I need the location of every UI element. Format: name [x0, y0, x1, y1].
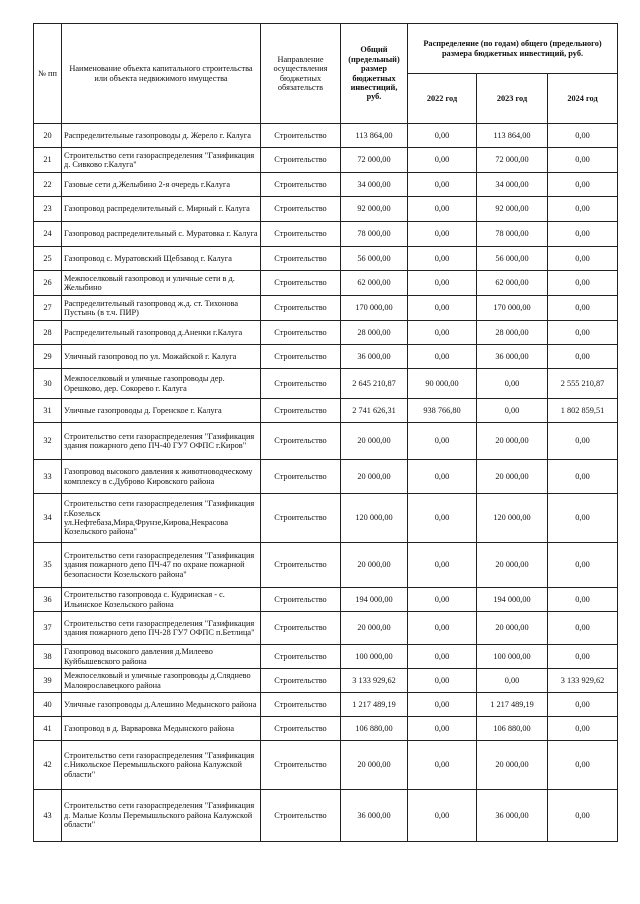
object-name: Газопровод распределительный с. Мирный г. Калуга — [62, 197, 261, 222]
year-2022-cell: 0,00 — [408, 222, 477, 247]
year-2024-cell: 0,00 — [548, 741, 618, 790]
table-row — [34, 197, 618, 222]
row-number: 25 — [34, 247, 62, 271]
direction-cell: Строительство — [261, 645, 341, 669]
object-name: Строительство сети газораспределения "Газификация здания пожарного депо ПЧ-47 по охране пожарной безопасности Козельского района" — [62, 543, 261, 588]
total-cell: 56 000,00 — [341, 247, 408, 271]
year-2024-cell: 0,00 — [548, 612, 618, 645]
year-2024-cell: 0,00 — [548, 247, 618, 271]
direction-cell: Строительство — [261, 296, 341, 321]
year-2023-cell: 0,00 — [477, 669, 548, 693]
table-row — [34, 717, 618, 741]
table-row — [34, 247, 618, 271]
year-2024-cell: 0,00 — [548, 423, 618, 460]
header-direction: Направление осуществления бюджетных обязательств — [261, 24, 341, 124]
total-cell: 20 000,00 — [341, 543, 408, 588]
table-row — [34, 588, 618, 612]
year-2023-cell: 62 000,00 — [477, 271, 548, 296]
year-2023-cell: 34 000,00 — [477, 173, 548, 197]
year-2022-cell: 0,00 — [408, 321, 477, 345]
row-number: 22 — [34, 173, 62, 197]
row-number: 32 — [34, 423, 62, 460]
direction-cell: Строительство — [261, 247, 341, 271]
row-number: 24 — [34, 222, 62, 247]
year-2024-cell: 0,00 — [548, 345, 618, 369]
table-row — [34, 124, 618, 148]
total-cell: 113 864,00 — [341, 124, 408, 148]
direction-cell: Строительство — [261, 741, 341, 790]
year-2022-cell: 90 000,00 — [408, 369, 477, 399]
year-2023-cell: 170 000,00 — [477, 296, 548, 321]
year-2022-cell: 0,00 — [408, 247, 477, 271]
row-number: 42 — [34, 741, 62, 790]
year-2024-cell: 0,00 — [548, 271, 618, 296]
object-name: Газопровод высокого давления д.Милеево Куйбышевского района — [62, 645, 261, 669]
row-number: 37 — [34, 612, 62, 645]
total-cell: 20 000,00 — [341, 741, 408, 790]
table-row — [34, 790, 618, 842]
year-2022-cell: 0,00 — [408, 271, 477, 296]
header-total: Общий (предельный) размер бюджетных инвестиций, руб. — [341, 24, 408, 124]
direction-cell: Строительство — [261, 612, 341, 645]
year-2024-cell: 0,00 — [548, 460, 618, 494]
year-2022-cell: 0,00 — [408, 543, 477, 588]
object-name: Уличные газопроводы д. Горенское г. Калуга — [62, 399, 261, 423]
table-row — [34, 693, 618, 717]
row-number: 33 — [34, 460, 62, 494]
row-number: 28 — [34, 321, 62, 345]
direction-cell: Строительство — [261, 717, 341, 741]
header-year-2023: 2023 год — [477, 74, 548, 124]
year-2023-cell: 36 000,00 — [477, 345, 548, 369]
year-2023-cell: 92 000,00 — [477, 197, 548, 222]
object-name: Газопровод распределительный с. Муратовка г. Калуга — [62, 222, 261, 247]
total-cell: 170 000,00 — [341, 296, 408, 321]
object-name: Распределительный газопровод ж.д. ст. Тихонова Пустынь (в т.ч. ПИР) — [62, 296, 261, 321]
year-2022-cell: 0,00 — [408, 612, 477, 645]
year-2024-cell: 0,00 — [548, 588, 618, 612]
total-cell: 100 000,00 — [341, 645, 408, 669]
year-2022-cell: 0,00 — [408, 345, 477, 369]
table-body — [34, 124, 618, 842]
row-number: 30 — [34, 369, 62, 399]
direction-cell: Строительство — [261, 271, 341, 296]
year-2024-cell: 3 133 929,62 — [548, 669, 618, 693]
direction-cell: Строительство — [261, 423, 341, 460]
direction-cell: Строительство — [261, 790, 341, 842]
year-2024-cell: 1 802 859,51 — [548, 399, 618, 423]
object-name: Строительство сети газораспределения "Газификация г.Козельск ул.Нефтебаза,Мира,Фрунзе,Кирова,Некрасова Козельского района" — [62, 494, 261, 543]
header-year-2022: 2022 год — [408, 74, 477, 124]
table-row — [34, 222, 618, 247]
object-name: Межпоселковый и уличные газопроводы дер. Орешково, дер. Сокорево г. Калуга — [62, 369, 261, 399]
table-row — [34, 612, 618, 645]
direction-cell: Строительство — [261, 543, 341, 588]
total-cell: 36 000,00 — [341, 345, 408, 369]
year-2023-cell: 194 000,00 — [477, 588, 548, 612]
year-2022-cell: 0,00 — [408, 296, 477, 321]
year-2023-cell: 0,00 — [477, 369, 548, 399]
budget-investment-table — [33, 23, 618, 842]
header-name: Наименование объекта капитального строительства или объекта недвижимого имущества — [62, 24, 261, 124]
row-number: 27 — [34, 296, 62, 321]
object-name: Газовые сети д.Желыбино 2-я очередь г.Калуга — [62, 173, 261, 197]
direction-cell: Строительство — [261, 173, 341, 197]
row-number: 40 — [34, 693, 62, 717]
year-2023-cell: 78 000,00 — [477, 222, 548, 247]
row-number: 36 — [34, 588, 62, 612]
year-2022-cell: 0,00 — [408, 423, 477, 460]
object-name: Газопровод в д. Варваровка Медынского района — [62, 717, 261, 741]
row-number: 38 — [34, 645, 62, 669]
year-2024-cell: 0,00 — [548, 222, 618, 247]
year-2024-cell: 2 555 210,87 — [548, 369, 618, 399]
year-2023-cell: 56 000,00 — [477, 247, 548, 271]
total-cell: 20 000,00 — [341, 460, 408, 494]
direction-cell: Строительство — [261, 369, 341, 399]
year-2023-cell: 72 000,00 — [477, 148, 548, 173]
total-cell: 120 000,00 — [341, 494, 408, 543]
year-2023-cell: 1 217 489,19 — [477, 693, 548, 717]
table-row — [34, 669, 618, 693]
table-row — [34, 423, 618, 460]
direction-cell: Строительство — [261, 222, 341, 247]
object-name: Межпоселковый и уличные газопроводы д.Сляднево Малоярославецкого района — [62, 669, 261, 693]
object-name: Уличный газопровод по ул. Можайской г. Калуга — [62, 345, 261, 369]
year-2023-cell: 20 000,00 — [477, 460, 548, 494]
row-number: 41 — [34, 717, 62, 741]
direction-cell: Строительство — [261, 124, 341, 148]
row-number: 34 — [34, 494, 62, 543]
year-2022-cell: 0,00 — [408, 173, 477, 197]
table-row — [34, 173, 618, 197]
row-number: 39 — [34, 669, 62, 693]
total-cell: 92 000,00 — [341, 197, 408, 222]
header-distribution: Распределение (по годам) общего (предельного) размера бюджетных инвестиций, руб. — [408, 24, 618, 74]
year-2022-cell: 938 766,80 — [408, 399, 477, 423]
table-row — [34, 148, 618, 173]
direction-cell: Строительство — [261, 321, 341, 345]
total-cell: 1 217 489,19 — [341, 693, 408, 717]
year-2022-cell: 0,00 — [408, 790, 477, 842]
year-2023-cell: 113 864,00 — [477, 124, 548, 148]
table-row — [34, 369, 618, 399]
object-name: Строительство сети газораспределения "Газификация д. Малые Козлы Перемышльского района Калужской области" — [62, 790, 261, 842]
object-name: Строительство сети газораспределения "Газификация с.Никольское Перемышльского района Калужской области" — [62, 741, 261, 790]
year-2024-cell: 0,00 — [548, 645, 618, 669]
table-row — [34, 543, 618, 588]
year-2023-cell: 20 000,00 — [477, 543, 548, 588]
row-number: 26 — [34, 271, 62, 296]
year-2024-cell: 0,00 — [548, 124, 618, 148]
year-2023-cell: 20 000,00 — [477, 423, 548, 460]
year-2024-cell: 0,00 — [548, 790, 618, 842]
year-2023-cell: 36 000,00 — [477, 790, 548, 842]
year-2024-cell: 0,00 — [548, 296, 618, 321]
year-2022-cell: 0,00 — [408, 197, 477, 222]
year-2022-cell: 0,00 — [408, 693, 477, 717]
total-cell: 2 741 626,31 — [341, 399, 408, 423]
table-row — [34, 321, 618, 345]
row-number: 29 — [34, 345, 62, 369]
year-2023-cell: 0,00 — [477, 399, 548, 423]
object-name: Газопровод высокого давления к животноводческому комплексу в с.Дуброво Кировского района — [62, 460, 261, 494]
table-row — [34, 741, 618, 790]
header-year-2024: 2024 год — [548, 74, 618, 124]
direction-cell: Строительство — [261, 693, 341, 717]
total-cell: 194 000,00 — [341, 588, 408, 612]
object-name: Уличные газопроводы д.Алешино Медынского района — [62, 693, 261, 717]
total-cell: 78 000,00 — [341, 222, 408, 247]
direction-cell: Строительство — [261, 669, 341, 693]
total-cell: 36 000,00 — [341, 790, 408, 842]
year-2022-cell: 0,00 — [408, 124, 477, 148]
direction-cell: Строительство — [261, 197, 341, 222]
year-2023-cell: 20 000,00 — [477, 741, 548, 790]
row-number: 35 — [34, 543, 62, 588]
direction-cell: Строительство — [261, 399, 341, 423]
direction-cell: Строительство — [261, 460, 341, 494]
year-2024-cell: 0,00 — [548, 693, 618, 717]
table-row — [34, 399, 618, 423]
year-2024-cell: 0,00 — [548, 197, 618, 222]
object-name: Газопровод с. Муратовский Щебзавод г. Калуга — [62, 247, 261, 271]
object-name: Межпоселковый газопровод и уличные сети в д. Желыбино — [62, 271, 261, 296]
year-2022-cell: 0,00 — [408, 460, 477, 494]
year-2024-cell: 0,00 — [548, 321, 618, 345]
total-cell: 3 133 929,62 — [341, 669, 408, 693]
year-2023-cell: 106 880,00 — [477, 717, 548, 741]
total-cell: 72 000,00 — [341, 148, 408, 173]
object-name: Строительство сети газораспределения "Газификация д. Сивково г.Калуга" — [62, 148, 261, 173]
year-2022-cell: 0,00 — [408, 669, 477, 693]
table-row — [34, 296, 618, 321]
year-2024-cell: 0,00 — [548, 543, 618, 588]
object-name: Строительство газопровода с. Кудринская - с. Ильинское Козельского района — [62, 588, 261, 612]
year-2022-cell: 0,00 — [408, 741, 477, 790]
total-cell: 106 880,00 — [341, 717, 408, 741]
row-number: 21 — [34, 148, 62, 173]
direction-cell: Строительство — [261, 494, 341, 543]
year-2022-cell: 0,00 — [408, 494, 477, 543]
row-number: 31 — [34, 399, 62, 423]
table-row — [34, 645, 618, 669]
object-name: Распределительный газопровод д.Аненки г.Калуга — [62, 321, 261, 345]
total-cell: 34 000,00 — [341, 173, 408, 197]
year-2024-cell: 0,00 — [548, 148, 618, 173]
year-2023-cell: 20 000,00 — [477, 612, 548, 645]
direction-cell: Строительство — [261, 588, 341, 612]
year-2023-cell: 28 000,00 — [477, 321, 548, 345]
total-cell: 62 000,00 — [341, 271, 408, 296]
year-2022-cell: 0,00 — [408, 645, 477, 669]
year-2022-cell: 0,00 — [408, 148, 477, 173]
year-2022-cell: 0,00 — [408, 717, 477, 741]
row-number: 23 — [34, 197, 62, 222]
direction-cell: Строительство — [261, 345, 341, 369]
table-row — [34, 460, 618, 494]
table-row — [34, 345, 618, 369]
year-2024-cell: 0,00 — [548, 717, 618, 741]
object-name: Строительство сети газораспределения "Газификация здания пожарного депо ПЧ-28 ГУ7 ОФПС п.Бетлица" — [62, 612, 261, 645]
direction-cell: Строительство — [261, 148, 341, 173]
year-2022-cell: 0,00 — [408, 588, 477, 612]
year-2024-cell: 0,00 — [548, 494, 618, 543]
total-cell: 28 000,00 — [341, 321, 408, 345]
total-cell: 2 645 210,87 — [341, 369, 408, 399]
total-cell: 20 000,00 — [341, 423, 408, 460]
object-name: Распределительные газопроводы д. Жерело г. Калуга — [62, 124, 261, 148]
row-number: 43 — [34, 790, 62, 842]
year-2023-cell: 100 000,00 — [477, 645, 548, 669]
year-2023-cell: 120 000,00 — [477, 494, 548, 543]
row-number: 20 — [34, 124, 62, 148]
object-name: Строительство сети газораспределения "Газификация здания пожарного депо ПЧ-40 ГУ7 ОФПС г.Киров" — [62, 423, 261, 460]
table-row — [34, 271, 618, 296]
total-cell: 20 000,00 — [341, 612, 408, 645]
year-2024-cell: 0,00 — [548, 173, 618, 197]
header-num: № пп — [34, 24, 62, 124]
table-row — [34, 494, 618, 543]
